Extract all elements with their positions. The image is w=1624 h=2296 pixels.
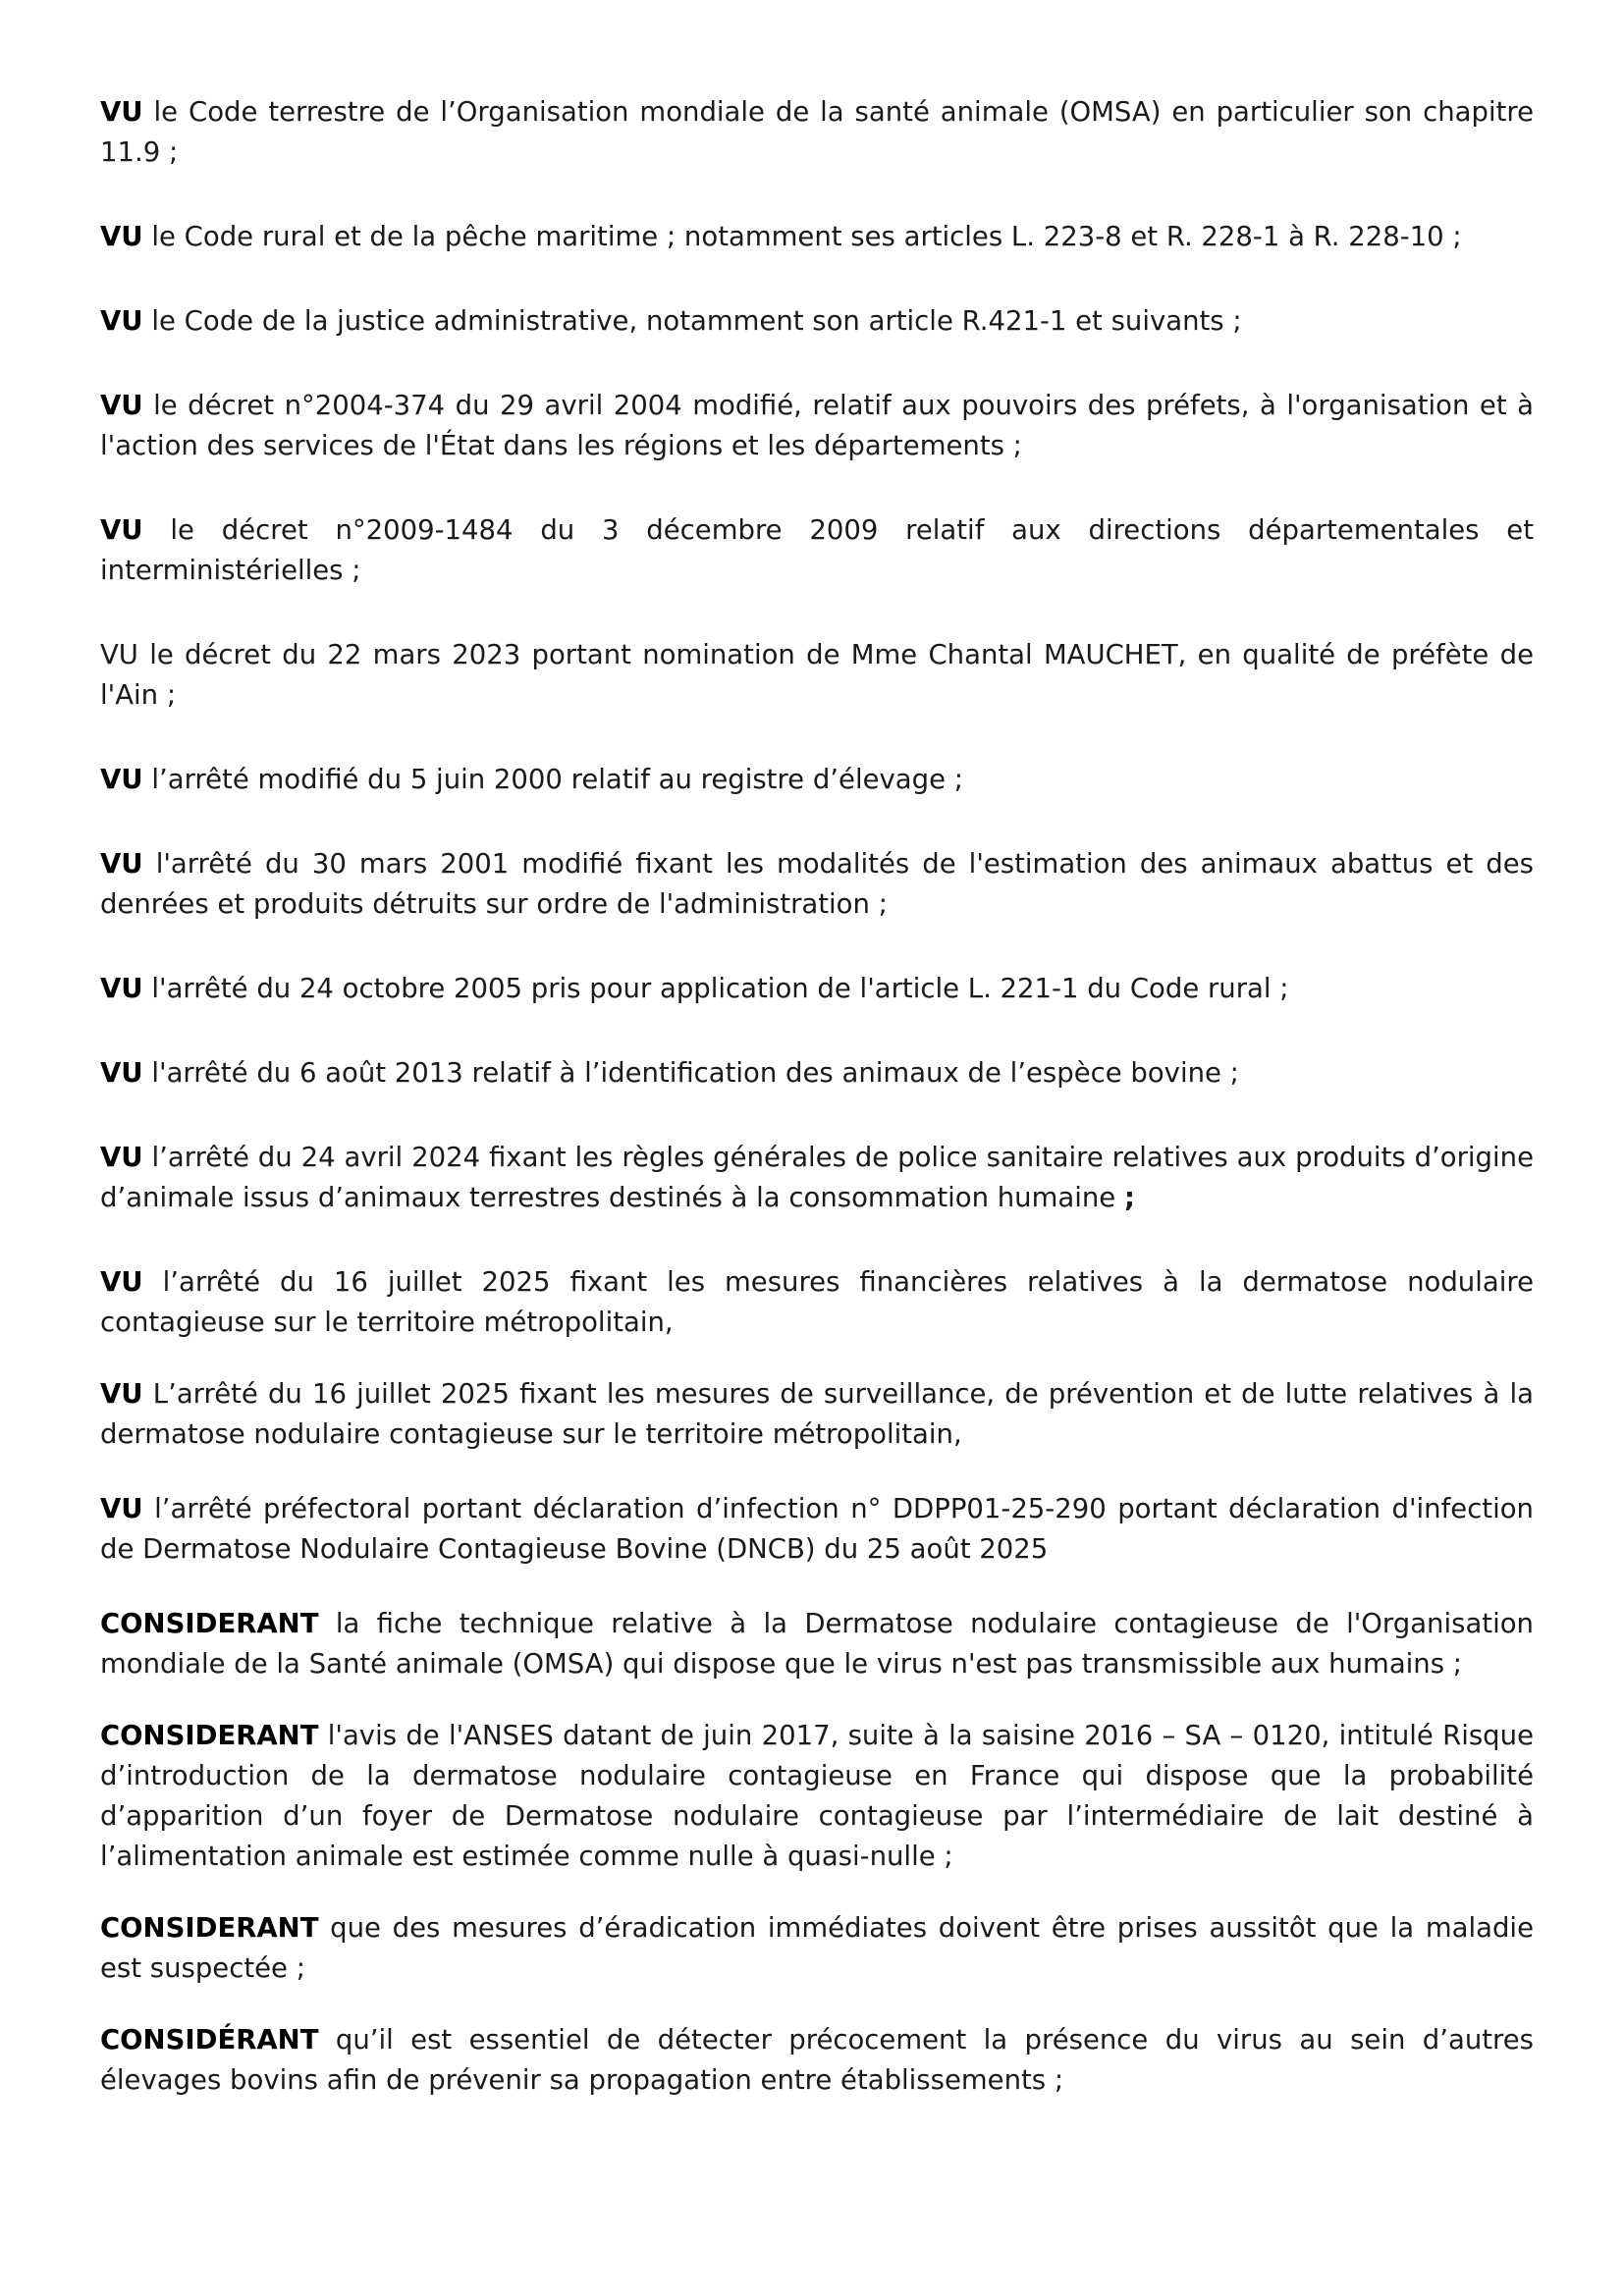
paragraph-lead: VU	[100, 221, 143, 252]
paragraph-considerant-avis-anses	[100, 1716, 1534, 1877]
paragraph-vu-arrete-2024	[100, 1138, 1534, 1218]
paragraph-text: l’arrêté du 16 juillet 2025 fixant les mesures financières relatives à la dermatose nodulaire contagieuse sur le territoire métropolitain,	[100, 1266, 1534, 1338]
paragraph-lead: VU	[100, 764, 143, 795]
paragraph-vu-arrete-prefectoral	[100, 1489, 1534, 1570]
paragraph-lead: CONSIDERANT	[100, 1608, 319, 1639]
paragraph-vu-arrete-2000	[100, 760, 1534, 800]
paragraph-text: l’arrêté modifié du 5 juin 2000 relatif au registre d’élevage ;	[151, 764, 964, 795]
paragraph-text: le décret n°2004-374 du 29 avril 2004 modifié, relatif aux pouvoirs des préfets, à l'organisation et à l'action des services de l'État dans les régions et les départements ;	[100, 390, 1534, 461]
paragraph-text: l'arrêté du 6 août 2013 relatif à l’identification des animaux de l’espèce bovine ;	[151, 1057, 1239, 1089]
paragraph-vu-arrete-2013	[100, 1053, 1534, 1094]
paragraph-vu-decret-2004	[100, 386, 1534, 466]
paragraph-text: le Code rural et de la pêche maritime ; notamment ses articles L. 223-8 et R. 228-1 à R. 228-10 ;	[151, 221, 1462, 252]
paragraph-vu-code-justice	[100, 301, 1534, 342]
paragraph-vu-code-terrestre	[100, 92, 1534, 173]
paragraph-lead: CONSIDÉRANT	[100, 2024, 319, 2056]
paragraph-lead: VU	[100, 390, 143, 421]
paragraph-text: le décret n°2009-1484 du 3 décembre 2009 relatif aux directions départementales et interministérielles ;	[100, 514, 1534, 586]
paragraph-lead: VU	[100, 973, 143, 1004]
paragraph-text: la fiche technique relative à la Dermatose nodulaire contagieuse de l'Organisation mondiale de la Santé animale (OMSA) qui dispose que le virus n'est pas transmissible aux humains ;	[100, 1608, 1534, 1680]
paragraph-text: L’arrêté du 16 juillet 2025 fixant les mesures de surveillance, de prévention et de lutte relatives à la dermatose nodulaire contagieuse sur le territoire métropolitain,	[100, 1378, 1534, 1450]
paragraph-vu-arrete-2025-surveillance	[100, 1374, 1534, 1455]
paragraph-lead: VU	[100, 96, 143, 128]
paragraph-vu-arrete-2025-financieres	[100, 1262, 1534, 1343]
paragraph-tail: ;	[1123, 1182, 1135, 1213]
paragraph-vu-decret-2023	[100, 635, 1534, 716]
paragraph-vu-arrete-2001	[100, 844, 1534, 925]
paragraph-text: l'avis de l'ANSES datant de juin 2017, suite à la saisine 2016 – SA – 0120, intitulé Risque d’introduction de la dermatose nodulaire contagieuse en France qui dispose que la probabilité d’apparition d’un foyer de Dermatose nodulaire contagieuse par l’intermédiaire de lait destiné à l’alimentation animale est estimée comme nulle à quasi-nulle ;	[100, 1720, 1534, 1872]
paragraph-lead: VU	[100, 1057, 143, 1089]
paragraph-vu-decret-2009	[100, 510, 1534, 591]
document-page	[100, 92, 1534, 2101]
paragraph-lead: CONSIDERANT	[100, 1912, 319, 1944]
paragraph-text: l'arrêté du 24 octobre 2005 pris pour application de l'article L. 221-1 du Code rural ;	[151, 973, 1289, 1004]
paragraph-lead: VU	[100, 1142, 143, 1173]
paragraph-text: que des mesures d’éradication immédiates doivent être prises aussitôt que la maladie est suspectée ;	[100, 1912, 1534, 1984]
paragraph-vu-code-rural	[100, 217, 1534, 257]
paragraph-text: l’arrêté préfectoral portant déclaration d’infection n° DDPP01-25-290 portant déclaration d'infection de Dermatose Nodulaire Contagieuse Bovine (DNCB) du 25 août 2025	[100, 1493, 1534, 1565]
paragraph-lead: VU	[100, 1266, 143, 1298]
paragraph-considerant-mesures	[100, 1908, 1534, 1989]
paragraph-text: VU le décret du 22 mars 2023 portant nomination de Mme Chantal MAUCHET, en qualité de préfète de l'Ain ;	[100, 639, 1534, 711]
paragraph-lead: VU	[100, 1493, 143, 1524]
paragraph-lead: VU	[100, 305, 143, 337]
paragraph-text: l’arrêté du 24 avril 2024 fixant les règles générales de police sanitaire relatives aux produits d’origine d’animale issus d’animaux terrestres destinés à la consommation humaine	[100, 1142, 1534, 1213]
paragraph-lead: VU	[100, 1378, 143, 1410]
paragraph-text: l'arrêté du 30 mars 2001 modifié fixant les modalités de l'estimation des animaux abattus et des denrées et produits détruits sur ordre de l'administration ;	[100, 848, 1534, 920]
paragraph-lead: VU	[100, 848, 143, 880]
paragraph-text: qu’il est essentiel de détecter précocement la présence du virus au sein d’autres élevages bovins afin de prévenir sa propagation entre établissements ;	[100, 2024, 1534, 2096]
paragraph-text: le Code de la justice administrative, notamment son article R.421-1 et suivants ;	[151, 305, 1242, 337]
paragraph-considerant-fiche-technique	[100, 1604, 1534, 1684]
paragraph-considerant-detection	[100, 2020, 1534, 2101]
paragraph-text: le Code terrestre de l’Organisation mondiale de la santé animale (OMSA) en particulier son chapitre 11.9 ;	[100, 96, 1534, 168]
paragraph-lead: VU	[100, 514, 143, 546]
paragraph-lead: CONSIDERANT	[100, 1720, 319, 1751]
paragraph-vu-arrete-2005	[100, 969, 1534, 1009]
